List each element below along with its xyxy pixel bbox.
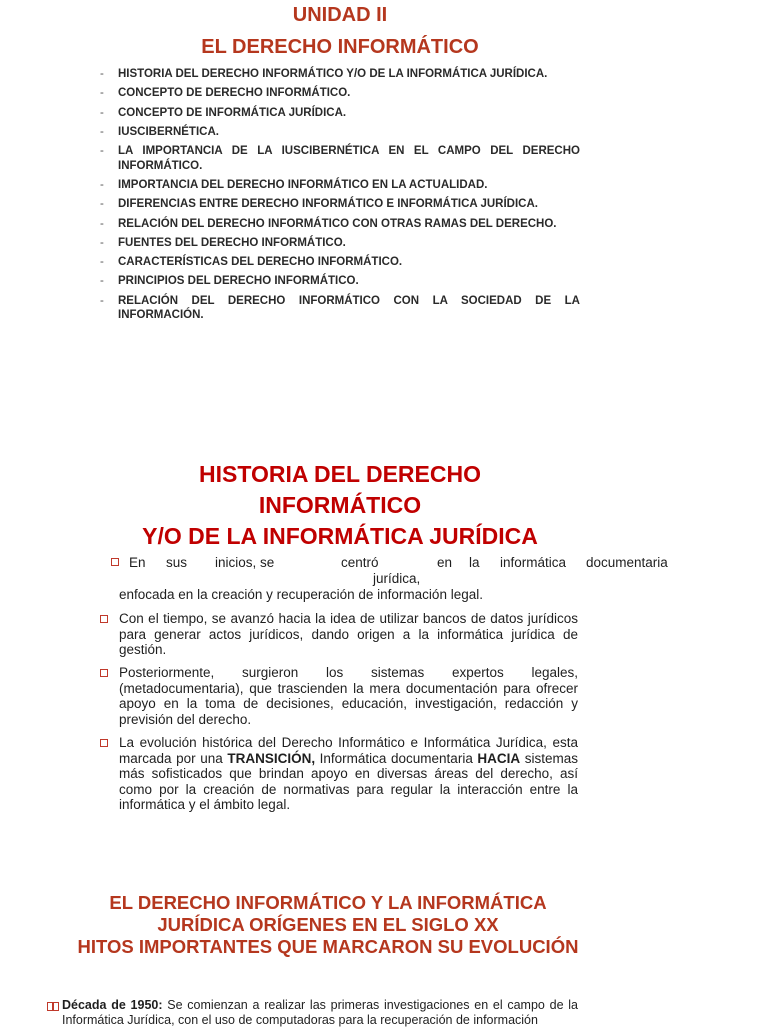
list-item (100, 217, 580, 232)
list-item (100, 86, 580, 101)
dash-bullet: - (100, 125, 104, 138)
decade-text: Se comienzan a realizar las primeras investigaciones en el campo de la Informática Jurídica, con el uso de computadoras para la recuperación de información (62, 998, 579, 1027)
topic-text: CARACTERÍSTICAS DEL DERECHO INFORMÁTICO. (118, 256, 403, 269)
text-part: sistemas más sofisticados que brindan apoyo en diversas áreas del derecho, así como por la creación de normativas para regular la interacción entre la informática y el ámbito legal. (119, 750, 579, 812)
list-item (100, 106, 580, 121)
dash-bullet: - (100, 217, 104, 230)
dash-bullet: - (100, 256, 104, 269)
box-bullet-icon (47, 1001, 59, 1011)
topic-text: IMPORTANCIA DEL DERECHO INFORMÁTICO EN LA ACTUALIDAD. (118, 178, 488, 191)
history-title-line2: INFORMÁTICO (258, 492, 422, 518)
origins-title-line2: JURÍDICA ORÍGENES EN EL SIGLO XX (157, 914, 499, 935)
topic-text: IUSCIBERNÉTICA. (118, 125, 219, 138)
unit-subtitle: EL DERECHO INFORMÁTICO (201, 36, 479, 58)
word: inicios, se (215, 555, 275, 570)
dash-bullet: - (100, 87, 104, 100)
word: informática (500, 555, 567, 570)
list-item (100, 255, 580, 270)
list-item (100, 125, 580, 140)
list-item (100, 274, 580, 289)
dash-bullet: - (100, 198, 104, 211)
square-bullet-icon (100, 615, 108, 623)
dash-bullet: - (100, 294, 104, 307)
bullet-1 (0, 555, 768, 591)
list-item (100, 67, 580, 82)
emphasis-hacia: HACIA (477, 750, 521, 766)
topic-text: CONCEPTO DE INFORMÁTICA JURÍDICA. (118, 106, 347, 119)
dash-bullet: - (100, 68, 104, 80)
text-part: La evolución histórica del Derecho Informático e Informática Jurídica, esta marcada por una (119, 735, 578, 766)
word: sus (166, 555, 188, 570)
dash-bullet: - (100, 178, 104, 191)
dash-bullet: - (100, 236, 104, 249)
word: jurídica, (373, 571, 421, 586)
dash-bullet: - (100, 106, 104, 119)
word: centró (341, 555, 379, 570)
bullet-text (119, 735, 578, 813)
decade-label: Década de 1950: (62, 998, 163, 1012)
topic-text: RELACIÓN DEL DERECHO INFORMÁTICO CON OTRAS RAMAS DEL DERECHO. (118, 217, 557, 230)
bullet-3 (100, 665, 578, 727)
topic-text: HISTORIA DEL DERECHO INFORMÁTICO Y/O DE LA INFORMÁTICA JURÍDICA. (118, 68, 548, 80)
square-bullet-icon (100, 739, 108, 747)
word: en (437, 555, 453, 570)
topic-text: CONCEPTO DE DERECHO INFORMÁTICO. (118, 87, 351, 100)
topic-text: DIFERENCIAS ENTRE DERECHO INFORMÁTICO E INFORMÁTICA JURÍDICA. (118, 198, 538, 211)
history-title-line3: Y/O DE LA INFORMÁTICA JURÍDICA (142, 523, 538, 549)
topic-text: LA IMPORTANCIA DE LA IUSCIBERNÉTICA EN EL CAMPO DEL DERECHO INFORMÁTICO. (118, 145, 580, 172)
unit-title: UNIDAD II (292, 4, 388, 26)
word: En (129, 555, 146, 570)
list-item (100, 197, 580, 212)
emphasis-transition: TRANSICIÓN, (227, 750, 316, 766)
origins-title-line1: EL DERECHO INFORMÁTICO Y LA INFORMÁTICA (109, 892, 547, 913)
dash-bullet: - (100, 145, 104, 158)
topic-text: PRINCIPIOS DEL DERECHO INFORMÁTICO. (118, 275, 359, 288)
bullet-text: Con el tiempo, se avanzó hacia la idea de utilizar bancos de datos jurídicos para generar actos jurídicos, dando origen a la informática jurídica de gestión. (119, 611, 578, 657)
bullet-4 (100, 735, 578, 813)
list-item (100, 144, 580, 173)
word: documentaria (586, 555, 668, 570)
topics-list (100, 67, 580, 328)
list-item (100, 236, 580, 251)
text-part: Informática documentaria (315, 750, 478, 766)
history-title-line1: HISTORIA DEL DERECHO (199, 461, 481, 487)
bullet-text: Posteriormente, surgieron los sistemas expertos legales, (metadocumentaria), que trascienden la mera documentación para ofrecer apoyo en la toma de decisiones, educación, investigación, redacción y previsión del derecho. (119, 665, 578, 727)
square-bullet-icon (100, 669, 108, 677)
list-item (100, 294, 580, 323)
bullet-2 (100, 611, 578, 658)
bullet-1-continuation: enfocada en la creación y recuperación de información legal. (119, 587, 483, 602)
topic-text: RELACIÓN DEL DERECHO INFORMÁTICO CON LA SOCIEDAD DE LA INFORMACIÓN. (118, 294, 580, 322)
origins-title-line3: HITOS IMPORTANTES QUE MARCARON SU EVOLUCIÓN (77, 936, 579, 957)
list-item (100, 178, 580, 193)
word: la (469, 555, 480, 570)
dash-bullet: - (100, 275, 104, 288)
topic-text: FUENTES DEL DERECHO INFORMÁTICO. (118, 236, 346, 249)
